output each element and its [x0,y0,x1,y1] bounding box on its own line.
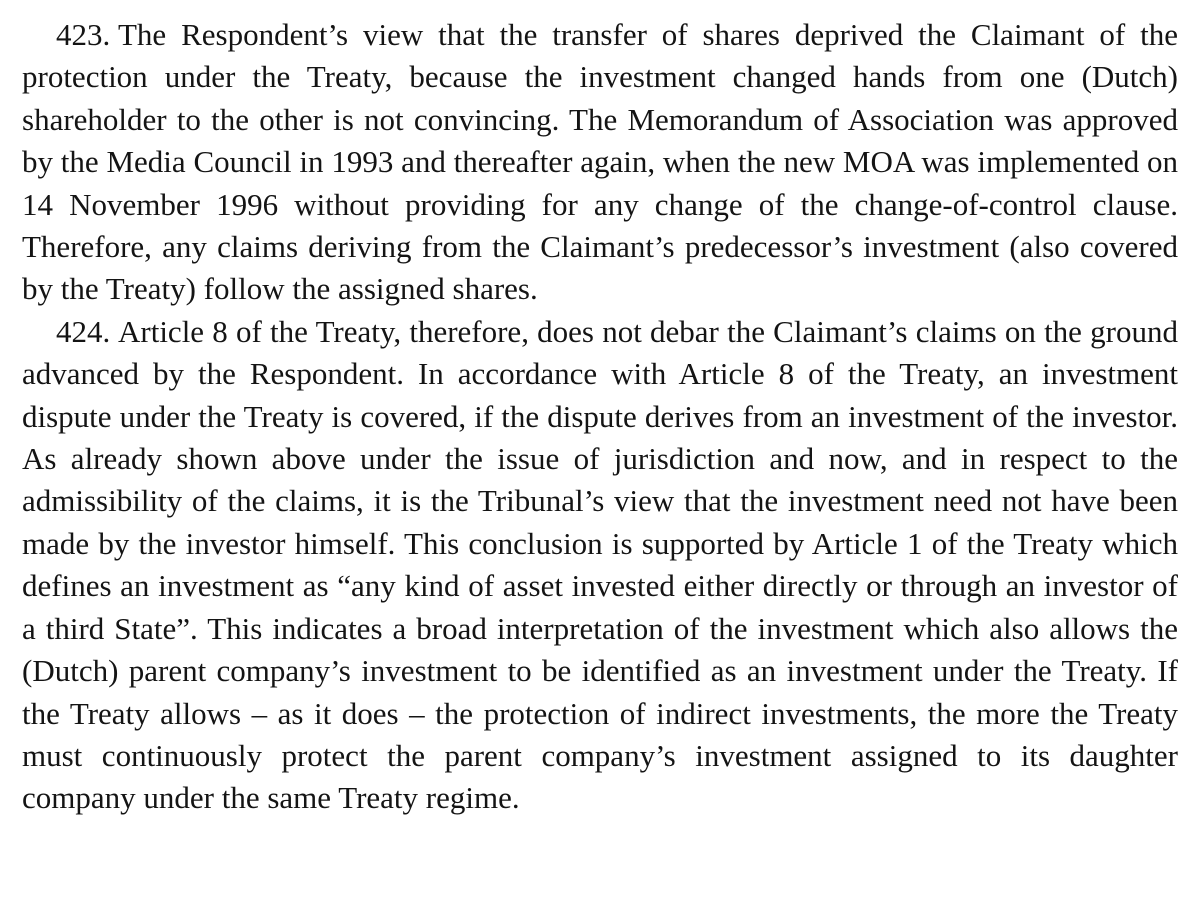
paragraph-424 [22,311,1178,820]
paragraph-number: 423. [56,17,111,52]
paragraph-423 [22,14,1178,311]
paragraph-number: 424. [56,313,111,349]
paragraph-text: Article 8 of the Treaty, therefore, does not debar the Claimant’s claims on the ground advanced by the Respondent. In accordance with Article 8 of the Treaty, an investment dispute under the Treaty is covered, if the dispute derives from an investment of the investor. As already shown above under the issue of jurisdiction and now, and in respect to the admissibility of the claims, it is the Tribunal’s view that the investment need not have been made by the investor himself. This conclusion is supported by Article 1 of the Treaty which defines an investment as “any kind of asset invested either directly or through an investor of a third State”. This indicates a broad interpretation of the investment which also allows the (Dutch) parent company’s investment to be identified as an investment under the Treaty. If the Treaty allows – as it does – the protection of indirect investments, the more the Treaty must continuously protect the parent company’s investment assigned to its daughter company under the same Treaty regime. [22,313,1178,816]
paragraph-text: The Respondent’s view that the transfer of shares deprived the Claimant of the protection under the Treaty, because the investment changed hands from one (Dutch) shareholder to the other is not convincing. The Memorandum of Association was approved by the Media Council in 1993 and thereafter again, when the new MOA was implemented on 14 November 1996 without providing for any change of the change-of-control clause. Therefore, any claims deriving from the Claimant’s predecessor’s investment (also covered by the Treaty) follow the assigned shares. [22,17,1178,307]
